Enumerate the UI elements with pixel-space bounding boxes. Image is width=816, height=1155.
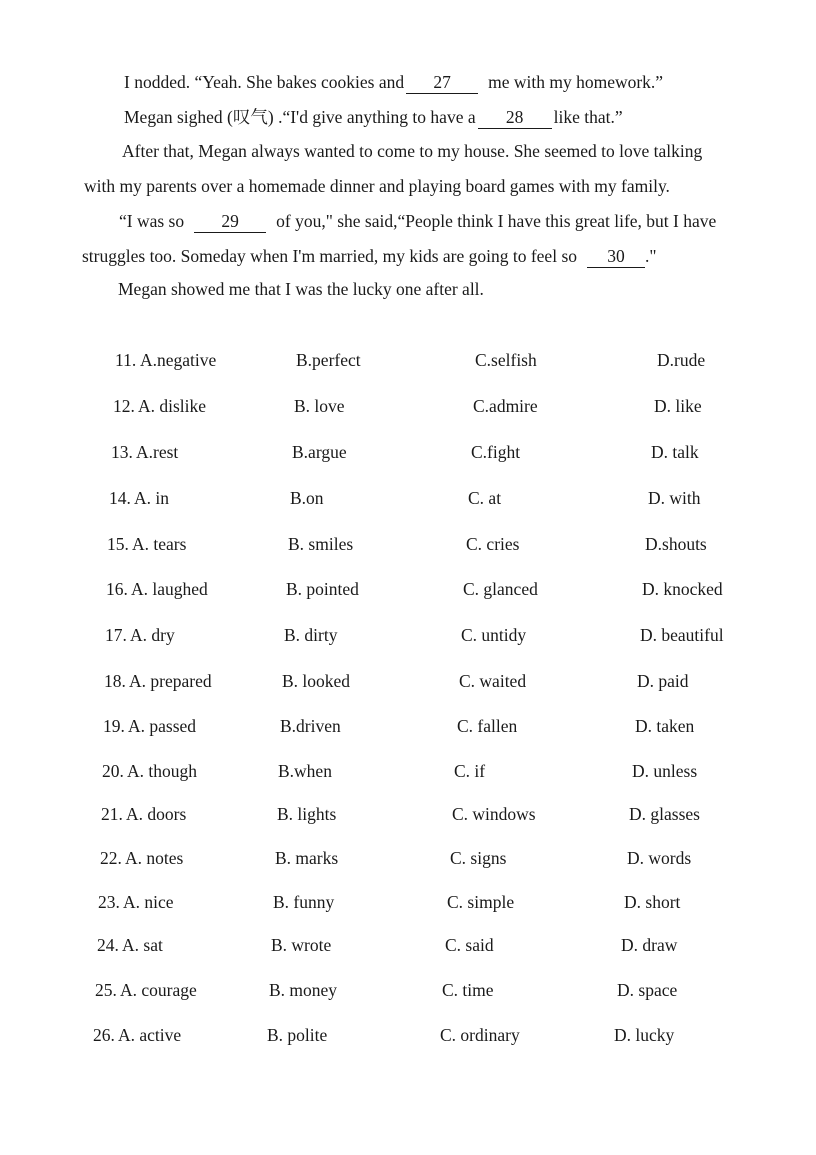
passage-text: me with my homework.”	[488, 72, 664, 92]
passage-line-4: with my parents over a homemade dinner and playing board games with my family.	[84, 176, 670, 196]
option-d: D. like	[654, 396, 702, 416]
option-a: A. laughed	[131, 579, 208, 599]
option-d: D. words	[627, 848, 692, 868]
option-c: C.fight	[471, 442, 521, 462]
option-d: D. unless	[632, 761, 698, 781]
question-row	[0, 398, 816, 420]
passage-text: Megan sighed (叹气) .“I'd give anything to have a	[124, 107, 476, 127]
option-c: C. simple	[447, 892, 515, 912]
option-c: C. cries	[466, 534, 520, 554]
option-a: A. though	[127, 761, 197, 781]
question-row	[0, 894, 816, 916]
question-row	[0, 763, 816, 785]
option-a: A. doors	[126, 804, 187, 824]
question-row	[0, 718, 816, 740]
option-c: C. signs	[450, 848, 507, 868]
option-c: C. at	[468, 488, 502, 508]
question-number: 21.	[101, 804, 123, 824]
option-c: C. glanced	[463, 579, 538, 599]
option-a: A. sat	[122, 935, 163, 955]
question-row	[0, 536, 816, 558]
option-d: D. draw	[621, 935, 678, 955]
passage-text: I nodded. “Yeah. She bakes cookies and	[124, 72, 405, 92]
option-c: C. untidy	[461, 625, 527, 645]
option-b: B. love	[294, 396, 345, 416]
question-number: 12.	[113, 396, 135, 416]
passage-line-7: Megan showed me that I was the lucky one after all.	[118, 279, 484, 299]
option-d: D. beautiful	[640, 625, 724, 645]
option-c: C. fallen	[457, 716, 518, 736]
option-b: B. dirty	[284, 625, 338, 645]
option-b: B. money	[269, 980, 338, 1000]
answer-blank-30: 30	[587, 248, 645, 268]
option-c: C. waited	[459, 671, 527, 691]
option-d: D. paid	[637, 671, 689, 691]
option-a: A. courage	[120, 980, 197, 1000]
option-d: D. knocked	[642, 579, 723, 599]
question-row	[0, 352, 816, 374]
question-number: 13.	[111, 442, 133, 462]
option-a: A.rest	[136, 442, 179, 462]
option-b: B. wrote	[271, 935, 332, 955]
answer-blank-29: 29	[194, 213, 266, 233]
question-number: 11.	[115, 350, 137, 370]
option-d: D. taken	[635, 716, 695, 736]
question-row	[0, 1027, 816, 1049]
passage-line-3: After that, Megan always wanted to come to my house. She seemed to love talking	[122, 141, 703, 161]
option-d: D.rude	[657, 350, 706, 370]
option-a: A.negative	[140, 350, 217, 370]
option-d: D. space	[617, 980, 678, 1000]
question-number: 26.	[93, 1025, 115, 1045]
question-row	[0, 982, 816, 1004]
question-number: 17.	[105, 625, 127, 645]
option-d: D. glasses	[629, 804, 700, 824]
question-number: 20.	[102, 761, 124, 781]
option-d: D.shouts	[645, 534, 707, 554]
option-c: C. if	[454, 761, 486, 781]
option-b: B. lights	[277, 804, 337, 824]
option-a: A. nice	[123, 892, 174, 912]
option-d: D. short	[624, 892, 681, 912]
question-row	[0, 490, 816, 512]
question-number: 14.	[109, 488, 131, 508]
passage-line-6	[82, 248, 657, 268]
question-row	[0, 581, 816, 603]
option-b: B.driven	[280, 716, 341, 736]
answer-blank-28: 28	[478, 109, 552, 129]
passage-text: ."	[645, 246, 657, 266]
question-number: 19.	[103, 716, 125, 736]
option-a: A. dry	[130, 625, 175, 645]
option-a: A. in	[134, 488, 169, 508]
option-c: C. said	[445, 935, 494, 955]
option-a: A. active	[118, 1025, 182, 1045]
option-c: C.admire	[473, 396, 538, 416]
option-c: C. time	[442, 980, 494, 1000]
option-b: B. pointed	[286, 579, 359, 599]
option-b: B. funny	[273, 892, 335, 912]
option-b: B. polite	[267, 1025, 328, 1045]
passage-line-2	[124, 109, 623, 129]
option-b: B.argue	[292, 442, 347, 462]
question-row	[0, 806, 816, 828]
question-number: 25.	[95, 980, 117, 1000]
question-row	[0, 937, 816, 959]
passage-text: struggles too. Someday when I'm married, my kids are going to feel so	[82, 246, 577, 266]
question-number: 22.	[100, 848, 122, 868]
option-c: C. ordinary	[440, 1025, 520, 1045]
option-a: A. passed	[128, 716, 197, 736]
option-c: C.selfish	[475, 350, 537, 370]
passage-text: “I was so	[119, 211, 185, 231]
option-a: A. prepared	[129, 671, 212, 691]
passage-line-1	[124, 74, 663, 94]
option-a: A. notes	[125, 848, 184, 868]
option-b: B.perfect	[296, 350, 361, 370]
question-number: 18.	[104, 671, 126, 691]
passage-text: like that.”	[553, 107, 623, 127]
option-d: D. with	[648, 488, 701, 508]
option-d: D. talk	[651, 442, 699, 462]
passage-text: of you," she said,“People think I have this great life, but I have	[276, 211, 717, 231]
answer-blank-27: 27	[406, 74, 478, 94]
option-b: B. smiles	[288, 534, 354, 554]
question-number: 23.	[98, 892, 120, 912]
question-number: 16.	[106, 579, 128, 599]
option-b: B. looked	[282, 671, 351, 691]
option-b: B. marks	[275, 848, 339, 868]
question-row	[0, 850, 816, 872]
option-b: B.when	[278, 761, 332, 781]
question-number: 24.	[97, 935, 119, 955]
option-a: A. dislike	[138, 396, 207, 416]
option-a: A. tears	[132, 534, 187, 554]
question-row	[0, 444, 816, 466]
option-b: B.on	[290, 488, 324, 508]
passage-line-5	[119, 213, 716, 233]
question-number: 15.	[107, 534, 129, 554]
option-d: D. lucky	[614, 1025, 675, 1045]
question-row	[0, 627, 816, 649]
question-row	[0, 673, 816, 695]
option-c: C. windows	[452, 804, 536, 824]
